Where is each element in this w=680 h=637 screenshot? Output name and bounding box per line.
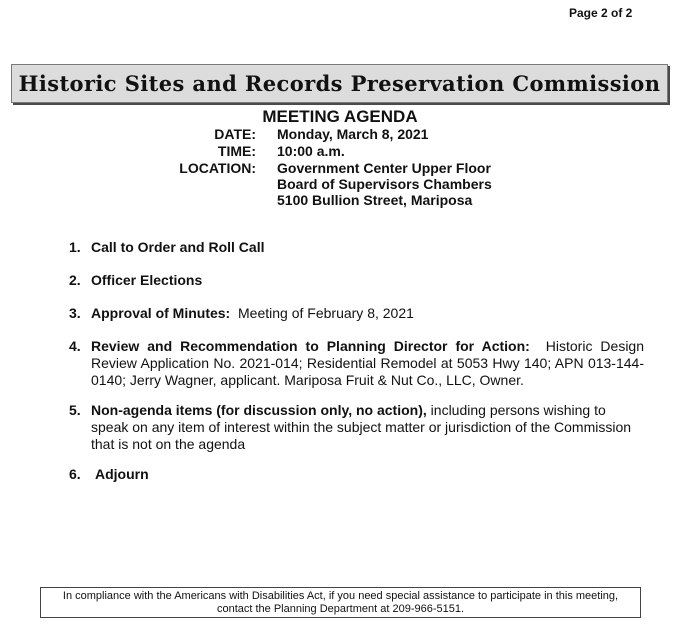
ada-notice-line-1: In compliance with the Americans with Disabilities Act, if you need special assistance to participate in this meeting, xyxy=(62,590,619,602)
date-value: Monday, March 8, 2021 xyxy=(277,126,429,142)
agenda-item-number: 1. xyxy=(69,239,81,255)
agenda-item-1 xyxy=(69,239,644,256)
agenda-item-number: 4. xyxy=(69,338,81,354)
location-line-3: 5100 Bullion Street, Mariposa xyxy=(277,192,473,208)
page-number: Page 2 of 2 xyxy=(569,6,633,20)
agenda-item-heading: Approval of Minutes: xyxy=(91,305,231,321)
agenda-item-number: 5. xyxy=(69,402,81,418)
agenda-heading: MEETING AGENDA xyxy=(262,107,418,126)
page-title: Historic Sites and Records Preservation Commission xyxy=(18,71,661,96)
location-label: LOCATION: xyxy=(179,160,256,176)
agenda-item-2 xyxy=(69,272,644,289)
ada-compliance-notice xyxy=(40,587,641,618)
agenda-item-3 xyxy=(69,305,644,322)
time-label: TIME: xyxy=(217,143,256,159)
time-value: 10:00 a.m. xyxy=(277,143,345,159)
agenda-item-heading: Review and Recommendation to Planning Director for Action: xyxy=(91,338,530,354)
date-label: DATE: xyxy=(214,126,256,142)
agenda-item-text: including persons wishing to speak on any item of interest within the subject matter or jurisdiction of the Commission that is not on the agenda xyxy=(91,402,632,452)
agenda-item-heading: Non-agenda items (for discussion only, no action), xyxy=(91,402,427,418)
agenda-item-4 xyxy=(69,338,644,389)
agenda-item-heading: Officer Elections xyxy=(91,272,203,288)
agenda-item-heading: Call to Order and Roll Call xyxy=(91,239,265,255)
location-line-1: Government Center Upper Floor xyxy=(277,160,491,176)
agenda-item-heading: Adjourn xyxy=(95,466,149,482)
title-banner xyxy=(11,64,668,103)
location-line-2: Board of Supervisors Chambers xyxy=(277,176,492,192)
agenda-item-5 xyxy=(69,402,644,453)
agenda-item-text: Meeting of February 8, 2021 xyxy=(238,305,414,321)
agenda-item-number: 3. xyxy=(69,305,81,321)
agenda-item-number: 2. xyxy=(69,272,81,288)
agenda-item-text: Historic Design Review Application No. 2021-014; Residential Remodel at 5053 Hwy 140; APN 013-144-0140; Jerry Wagner, applicant. Mariposa Fruit & Nut Co., LLC, Owner. xyxy=(91,338,645,388)
agenda-item-number: 6. xyxy=(69,466,81,482)
ada-notice-line-2: contact the Planning Department at 209-966-5151. xyxy=(216,603,465,615)
agenda-item-6 xyxy=(69,466,644,483)
